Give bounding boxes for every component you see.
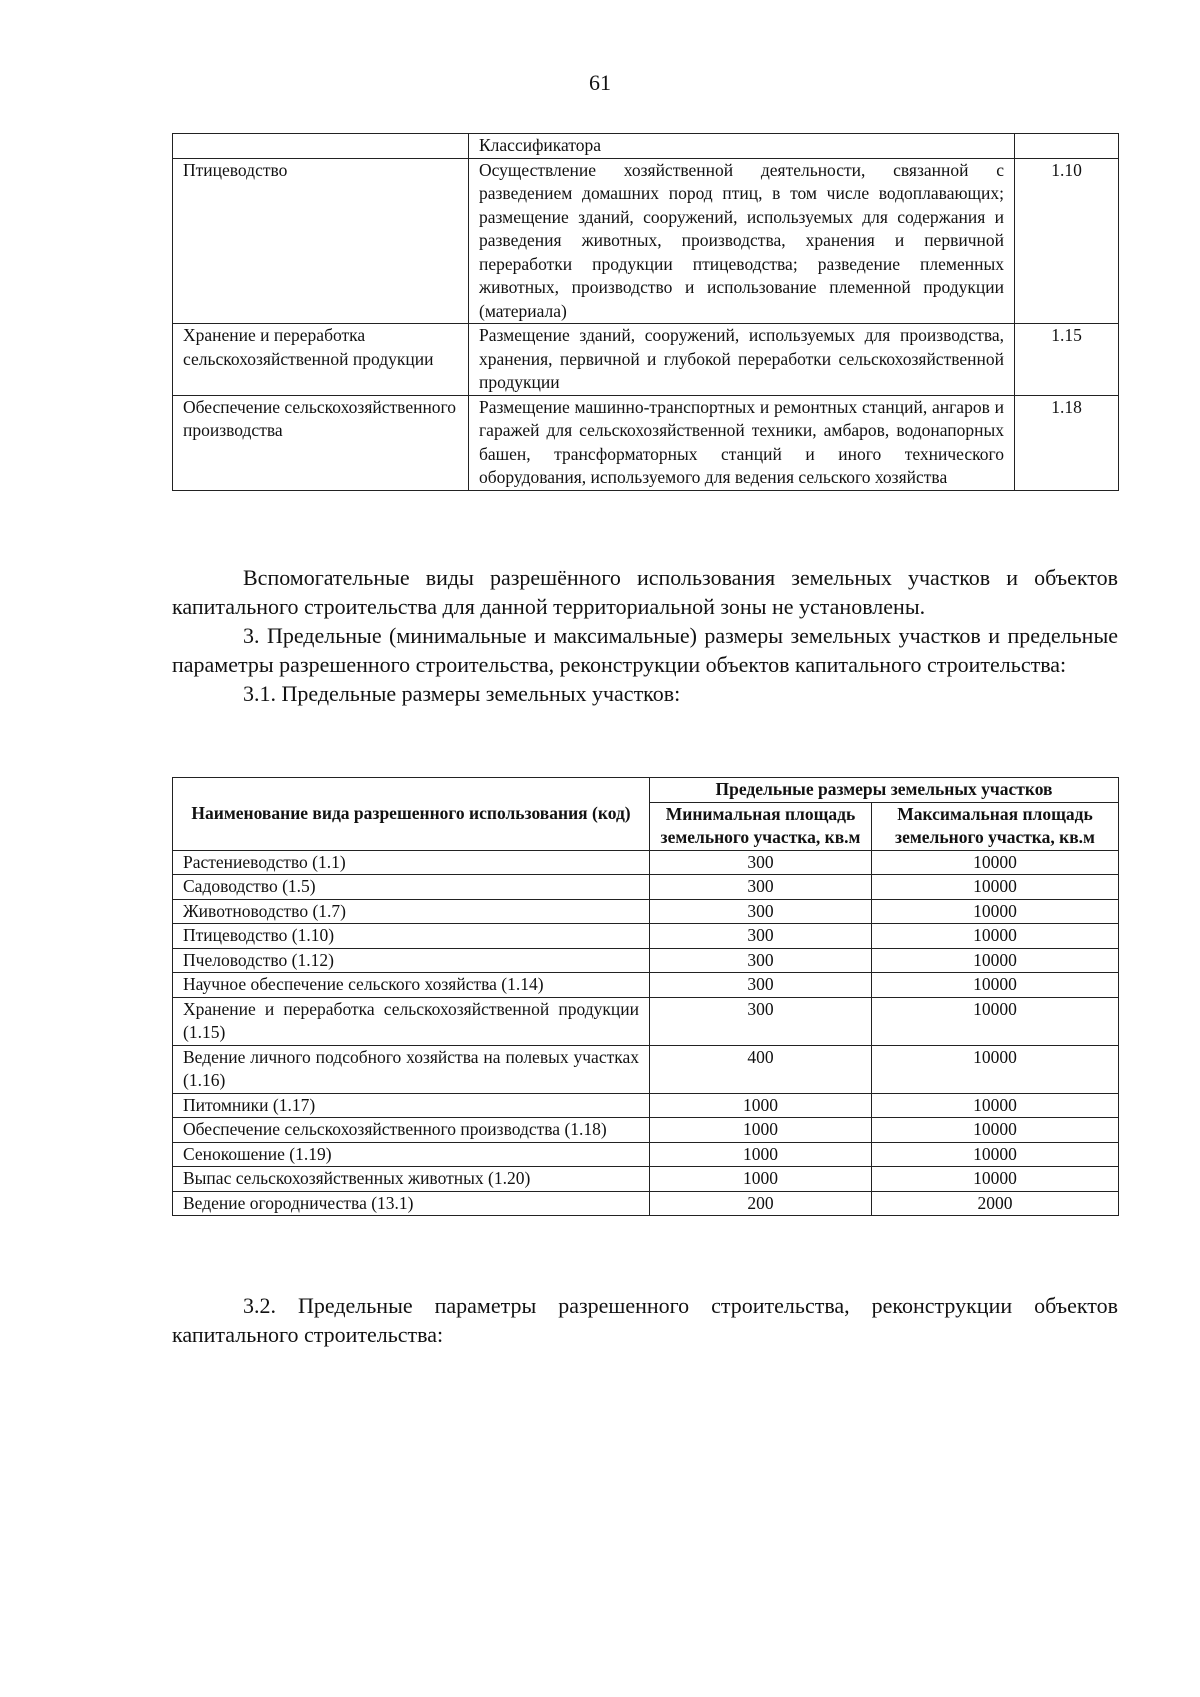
min-area-cell: 200 xyxy=(650,1191,872,1216)
max-area-cell: 10000 xyxy=(872,1045,1119,1093)
use-name-cell: Научное обеспечение сельского хозяйства (1.14) xyxy=(173,973,650,998)
use-name-cell: Птицеводство xyxy=(173,158,469,324)
table-row xyxy=(173,1191,1119,1216)
min-area-cell: 300 xyxy=(650,850,872,875)
body-text-block-2 xyxy=(172,1291,1118,1349)
use-name-cell: Ведение огородничества (13.1) xyxy=(173,1191,650,1216)
table-row xyxy=(173,1045,1119,1093)
table-row xyxy=(173,324,1119,396)
min-area-cell: 300 xyxy=(650,875,872,900)
use-name-cell: Пчеловодство (1.12) xyxy=(173,948,650,973)
use-description-cell: Размещение зданий, сооружений, используемых для производства, хранения, первичной и глубокой переработки сельскохозяйственной продукции xyxy=(469,324,1015,396)
table-row xyxy=(173,158,1119,324)
use-code-cell: 1.15 xyxy=(1015,324,1119,396)
header-use-name: Наименование вида разрешенного использования (код) xyxy=(173,778,650,851)
use-description-cell: Осуществление хозяйственной деятельности, связанной с разведением домашних пород птиц, в том числе водоплавающих; размещение зданий, сооружений, используемых для содержания и разведения животных, производства, хранения и первичной переработки продукции птицеводства; разведение племенных животных, производство и использование племенной продукции (материала) xyxy=(469,158,1015,324)
max-area-cell: 10000 xyxy=(872,1167,1119,1192)
use-name-cell: Хранение и переработка сельскохозяйственной продукции (1.15) xyxy=(173,997,650,1045)
min-area-cell: 300 xyxy=(650,899,872,924)
header-max-area: Максимальная площадь земельного участка, кв.м xyxy=(872,802,1119,850)
use-name-cell: Сенокошение (1.19) xyxy=(173,1142,650,1167)
use-name-cell: Выпас сельскохозяйственных животных (1.20) xyxy=(173,1167,650,1192)
paragraph-section-3-1: 3.1. Предельные размеры земельных участков: xyxy=(243,681,681,706)
use-code-cell: 1.18 xyxy=(1015,395,1119,490)
min-area-cell: 300 xyxy=(650,924,872,949)
table-row xyxy=(173,850,1119,875)
use-name-cell: Растениеводство (1.1) xyxy=(173,850,650,875)
table-row xyxy=(173,1142,1119,1167)
use-name-cell: Питомники (1.17) xyxy=(173,1093,650,1118)
paragraph-section-3: 3. Предельные (минимальные и максимальные) размеры земельных участков и предельные параметры разрешенного строительства, реконструкции объектов капитального строительства: xyxy=(172,623,1118,677)
use-name-cell: Животноводство (1.7) xyxy=(173,899,650,924)
max-area-cell: 10000 xyxy=(872,1093,1119,1118)
min-area-cell: 1000 xyxy=(650,1118,872,1143)
table-row xyxy=(173,1118,1119,1143)
table-row xyxy=(173,875,1119,900)
header-min-area: Минимальная площадь земельного участка, кв.м xyxy=(650,802,872,850)
min-area-cell: 300 xyxy=(650,973,872,998)
table-row xyxy=(173,1093,1119,1118)
use-name-cell: Обеспечение сельскохозяйственного производства (1.18) xyxy=(173,1118,650,1143)
max-area-cell: 2000 xyxy=(872,1191,1119,1216)
paragraph-auxiliary-uses: Вспомогательные виды разрешённого использования земельных участков и объектов капитального строительства для данной территориальной зоны не установлены. xyxy=(172,565,1118,619)
max-area-cell: 10000 xyxy=(872,1118,1119,1143)
max-area-cell: 10000 xyxy=(872,899,1119,924)
table-row xyxy=(173,948,1119,973)
header-size-group: Предельные размеры земельных участков xyxy=(650,778,1119,803)
table-row xyxy=(173,924,1119,949)
page-number: 61 xyxy=(589,70,611,95)
use-name-cell: Хранение и переработка сельскохозяйственной продукции xyxy=(173,324,469,396)
table-row xyxy=(173,134,1119,159)
max-area-cell: 10000 xyxy=(872,924,1119,949)
max-area-cell: 10000 xyxy=(872,875,1119,900)
use-code-cell: 1.10 xyxy=(1015,158,1119,324)
min-area-cell: 400 xyxy=(650,1045,872,1093)
use-name-cell xyxy=(173,134,469,159)
min-area-cell: 1000 xyxy=(650,1167,872,1192)
body-text-block-1 xyxy=(172,563,1118,708)
table-row xyxy=(173,395,1119,490)
use-name-cell: Птицеводство (1.10) xyxy=(173,924,650,949)
use-name-cell: Ведение личного подсобного хозяйства на полевых участках (1.16) xyxy=(173,1045,650,1093)
classifier-table xyxy=(172,133,1119,491)
use-description-cell: Размещение машинно-транспортных и ремонтных станций, ангаров и гаражей для сельскохозяйственной техники, амбаров, водонапорных башен, трансформаторных станций и иного технического оборудования, используемого для ведения сельского хозяйства xyxy=(469,395,1015,490)
table-row xyxy=(173,973,1119,998)
use-name-cell: Обеспечение сельскохозяйственного производства xyxy=(173,395,469,490)
min-area-cell: 300 xyxy=(650,997,872,1045)
plot-sizes-table xyxy=(172,777,1119,1216)
table-row xyxy=(173,1167,1119,1192)
max-area-cell: 10000 xyxy=(872,997,1119,1045)
min-area-cell: 1000 xyxy=(650,1142,872,1167)
paragraph-section-3-2: 3.2. Предельные параметры разрешенного строительства, реконструкции объектов капитального строительства: xyxy=(172,1293,1118,1347)
table-row xyxy=(173,899,1119,924)
use-description-cell: Классификатора xyxy=(469,134,1015,159)
min-area-cell: 300 xyxy=(650,948,872,973)
table-row xyxy=(173,997,1119,1045)
use-code-cell xyxy=(1015,134,1119,159)
max-area-cell: 10000 xyxy=(872,1142,1119,1167)
min-area-cell: 1000 xyxy=(650,1093,872,1118)
max-area-cell: 10000 xyxy=(872,948,1119,973)
use-name-cell: Садоводство (1.5) xyxy=(173,875,650,900)
max-area-cell: 10000 xyxy=(872,973,1119,998)
max-area-cell: 10000 xyxy=(872,850,1119,875)
